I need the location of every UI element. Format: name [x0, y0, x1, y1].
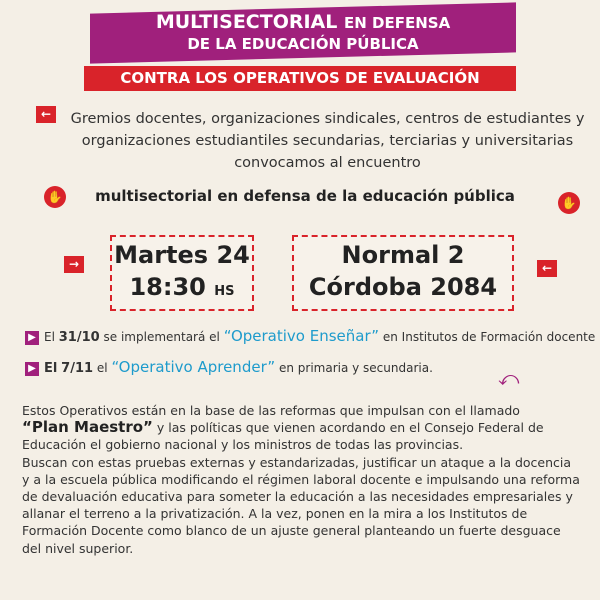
title-line-2: DE LA EDUCACIÓN PÚBLICA — [187, 35, 419, 53]
title-rest: EN DEFENSA — [344, 14, 451, 32]
op1-mid: se implementará el — [103, 330, 220, 344]
body-p2: y las políticas que vienen acordando en el Consejo Federal de Educación el gobierno nacional y los ministros de todas las provincias. — [22, 420, 544, 453]
chevron-right-icon: ▶ — [25, 362, 39, 376]
op2-mid: el — [96, 361, 108, 375]
op1-suffix: en Institutos de Formación docente — [382, 330, 596, 344]
arrow-left-icon: ← — [36, 106, 56, 123]
title-line-1 — [90, 11, 516, 33]
body-paragraph — [22, 402, 582, 557]
subtitle-banner: CONTRA LOS OPERATIVOS DE EVALUACIÓN — [84, 66, 516, 91]
operativo-ensenar-line — [44, 327, 595, 345]
op1-date: 31/10 — [58, 330, 100, 345]
stop-hand-icon: ✋ — [558, 192, 580, 214]
stop-hand-icon: ✋ — [44, 186, 66, 208]
event-time: 18:30 — [129, 273, 206, 301]
intro-text: Gremios docentes, organizaciones sindicales, centros de estudiantes y organizaciones estudiantiles secundarias, terciarias y universitarias convocamos al encuentro — [70, 111, 585, 171]
title-main: MULTISECTORIAL — [155, 11, 338, 33]
chevron-right-icon: ▶ — [25, 331, 39, 345]
venue-box — [292, 235, 514, 311]
event-time-unit: HS — [214, 284, 235, 299]
title-banner — [90, 2, 516, 63]
body-p3: Buscan con estas pruebas externas y estandarizadas, justificar un ataque a la docencia y a la escuela pública modificando el régimen laboral docente e impulsando una reforma de devaluación educativa para someter la educación a las necesidades empresariales y allanar el terreno a la privatización. A la vez, ponen en la mira a los Institutos de Formación Docente como blanco de un ajuste general planteando un fuerte desguace del nivel superior. — [22, 454, 580, 556]
date-box — [110, 235, 254, 311]
event-day: Martes 24 — [114, 241, 250, 269]
op2-name: “Operativo Aprender” — [111, 358, 276, 376]
operativo-aprender-line — [44, 358, 433, 376]
arrow-right-icon: → — [64, 256, 84, 273]
op2-prefix: El — [44, 361, 58, 376]
curl-arrow-icon: ⤺ — [498, 366, 520, 390]
plan-maestro: “Plan Maestro” — [22, 418, 153, 437]
event-venue: Normal 2 — [341, 241, 465, 269]
op2-suffix: en primaria y secundaria. — [278, 361, 433, 375]
body-p1: Estos Operativos están en la base de las reformas que impulsan con el llamado — [22, 403, 520, 418]
op2-date: 7/11 — [61, 361, 94, 376]
intro-bold: multisectorial en defensa de la educación pública — [95, 187, 515, 205]
event-address: Córdoba 2084 — [308, 273, 498, 301]
event-time-line — [112, 273, 252, 301]
arrow-left-icon: ← — [537, 260, 557, 277]
op1-prefix: El — [44, 330, 55, 344]
op1-name: “Operativo Enseñar” — [223, 327, 380, 345]
